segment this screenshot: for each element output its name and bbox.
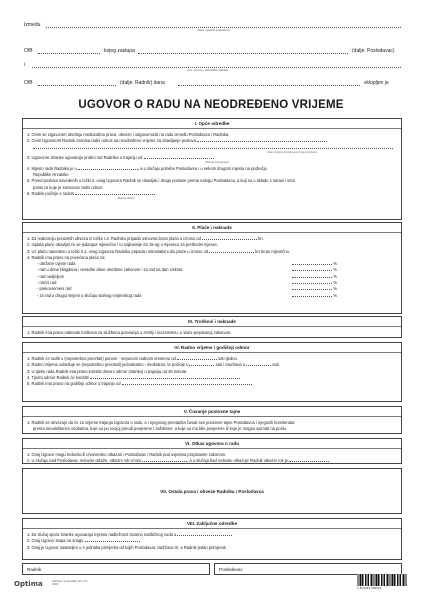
section-head: II. Plaće i naknade [23, 223, 401, 233]
field-caption: (Navesti broj mjeseci) [205, 161, 230, 165]
end-time-field[interactable] [246, 363, 271, 366]
party-row-oib1 [12, 46, 410, 60]
percent-field[interactable] [292, 294, 332, 297]
percent-field[interactable] [292, 287, 332, 290]
section-general [22, 118, 402, 220]
probation-field[interactable] [144, 156, 214, 159]
oib2-label: OIB [24, 80, 33, 86]
annual-leave-field[interactable] [122, 382, 252, 385]
field-caption: (Naziv poslova ili kratki opis ili popis poslova) [267, 150, 317, 154]
represented-by-label: kojeg zastupa [104, 48, 135, 54]
percent-field[interactable] [292, 281, 332, 284]
party-row-between [12, 20, 410, 34]
percent-field[interactable] [292, 268, 332, 271]
section-termination [22, 438, 402, 464]
weekly-hours-field[interactable] [177, 357, 217, 360]
percent-field[interactable] [292, 262, 332, 265]
party-row-employee [12, 60, 410, 74]
employer-signature-label: Poslodavac [219, 567, 243, 572]
currency-label: kn bruto mjesečno. [255, 248, 291, 254]
allowance-item: - rad u dane blagdana i neradne dane utvrđene zakonom i za rad na dan Uskrsa [37, 267, 183, 273]
clause-text: 2. Radno vrijeme određuje se (nepotrebno precrtati) jednokratno - dvokratno, te počinje u [27, 362, 189, 368]
start-date-field[interactable] [75, 192, 155, 195]
clause-text: , a u slučaju potrebe Poslodavca i u nekom drugom mjestu na području [137, 165, 267, 171]
section-head: VIII. Zaključne odredbe [23, 519, 401, 529]
oib1-label: OIB [24, 48, 33, 54]
employee-caption: (Ime i prezime, prebivalište radnika) [187, 69, 229, 72]
clause-text: 3. Ugovorne stranke ugovaraju probni rad Radnika u trajanju od [27, 155, 143, 161]
clause-text: 5. Pored poslova navedenih u točki 2. ovog Ugovora Radnik se obavljati i druge poslove prema nalogu Poslodavca, a koji su u skladu s naravi i vrsti [27, 178, 295, 184]
section-head: IV. Radno vrijeme i godišnji odmor [23, 343, 401, 353]
and-label: i [24, 62, 26, 68]
section-confidentiality [22, 406, 402, 434]
section-other-rights [22, 468, 402, 514]
clause-text: sati. [272, 362, 280, 368]
clause-text: prema neovlaštenim osobama, koje su po svojoj prirodi povjerene i zaštićene, a koje su mu bile povjerene ili koje je mogao saznati na poslu. [33, 426, 287, 432]
clause-text: 2. U slučaju kad Poslodavac redovito otkaže, otkazni rok iznosi [27, 458, 142, 464]
percent-sign: % [333, 292, 337, 298]
clause-text: sati tjedno. [218, 355, 238, 361]
clause-text: 1. Ovaj Ugovor mogu redovito ili izvanredno otkazati i Poslodavac i Radnik pod uvjetima propisanim zakonom. [27, 451, 227, 457]
allowance-item: - noćni rad [37, 280, 57, 285]
workplace-field[interactable] [78, 167, 138, 170]
clause-text: 1. Radnik će raditi u (nepotrebno precrtati) punom - nepunom radnom vremenu od [27, 355, 176, 361]
employee-name-field[interactable] [32, 67, 401, 68]
percent-sign: % [333, 273, 337, 279]
percent-sign: % [333, 267, 337, 273]
section-salary [22, 222, 402, 314]
form-code: Obrazac za narudžbu: EC-V.4 / INCR [52, 580, 88, 587]
clause-text: 1. Ovim se Ugovorom utvrđuju međusobna prava, obveze i odgovornosti na radu između Poslodavca i Radnika. [27, 131, 230, 137]
job-description-field[interactable] [33, 146, 393, 149]
clause-text: 3. Uz plaću navedenu u točki II.1. ovog Ugovora Radniku pripada i stimulativni dio plaće u iznosu od [27, 248, 209, 254]
job-title-field[interactable] [197, 139, 327, 142]
allowance-item: - rad nedjeljom [37, 273, 65, 279]
clause-text: 1. Za slučaj spora stranke ugovaraju mjesnu nadležnost stvarno nadležnog suda u [27, 531, 177, 537]
effective-date-field[interactable] [85, 539, 140, 542]
clause-text: 1. Radnik ima pravo naknade troškova za službena putovanja u zemlji i inozemstvu, u visini propisanoj zakonom. [27, 329, 232, 335]
percent-sign: % [333, 280, 337, 285]
percent-field[interactable] [292, 275, 332, 278]
section-expenses [22, 316, 402, 338]
oib1-field[interactable] [38, 53, 100, 54]
start-time-field[interactable] [189, 363, 214, 366]
contract-date-field[interactable] [178, 85, 360, 86]
weekly-rest-field[interactable] [90, 376, 240, 379]
employer-short-label: (dalje: Poslodavac) [352, 48, 395, 54]
clause-text: 1. Radnik se obvezuje da će za vrijeme trajanja Ugovora o radu, a i njegovog prestanka čuvati sve poslovne tajne Poslodavca i njegovih komitenata [27, 419, 295, 425]
clause-text: 2. Ovaj Ugovor stupa na snagu [27, 538, 84, 544]
allowance-item: - prekovremeni rad [37, 286, 72, 292]
clause-text: 5. Radnik ima pravo na godišnji odmor u trajanju od [27, 381, 121, 387]
percent-sign: % [333, 286, 337, 292]
section-head: I. Opće odredbe [23, 119, 401, 129]
currency-label: kn. [258, 235, 264, 241]
court-field[interactable] [177, 533, 232, 536]
clause-text: , a u slučaju kad redovito otkazuje Radnik otkazni rok je [187, 458, 288, 464]
clause-text: 6. Radnik počinje s radom [27, 190, 75, 196]
clause-text: sati i završava u [215, 362, 245, 368]
clause-text: 1. Za realizaciju preuzetih obveza iz točke I.2. Radniku pripada osnovna bruto plaća u iznosu od [27, 235, 201, 241]
concluded-label: sklopljen je [364, 80, 389, 86]
employee-short-label: (dalje: Radnik) dana [120, 80, 165, 86]
party-row-oib2 [12, 78, 410, 92]
barcode-icon [357, 574, 407, 586]
oib2-field[interactable] [38, 85, 116, 86]
base-salary-field[interactable] [202, 237, 257, 240]
section-final [22, 518, 402, 560]
clause-text: 4. Mjesto rada Radnika je u [27, 165, 77, 171]
employee-signature-box[interactable] [22, 563, 210, 575]
clause-text: 3. Ovaj je Ugovor sastavljen u 4 jednaka primjerka od kojih Poslodavac zadržava tri, a Radnik jedan primjerak. [27, 544, 227, 550]
contract-title: UGOVOR O RADU NA NEODREĐENO VRIJEME [78, 99, 344, 111]
contract-page [12, 8, 410, 592]
employee-notice-field[interactable] [289, 459, 329, 462]
clause-text: 2. Ovim Ugovorom Radnik zasniva radni odnos na neodređeno vrijeme za obavljanje poslova [27, 138, 196, 144]
clause-text: 3. U tijeku rada Radnik ima pravo koristiti dnevni odmor (stanku) u trajanju od 30 minuta. [27, 368, 188, 374]
clause-text: Republike Hrvatske. [33, 172, 70, 178]
employer-name-field[interactable] [46, 27, 401, 28]
allowance-item: - otežane uvjete rada [37, 261, 76, 267]
between-label: Između [24, 22, 41, 28]
section-head: III. Troškovi i naknade [23, 317, 401, 327]
field-caption: (Navesti datum) [117, 197, 135, 201]
representative-field[interactable] [138, 53, 348, 54]
clause-text: 4. Tjedni odmor Radnik će koristiti [27, 374, 89, 380]
clause-text: 2. Isplata plaće obavljat će se jedanput mjesečno i to najkasnije do 15-og u mjesecu za prethodni mjesec. [27, 242, 219, 248]
bonus-field[interactable] [209, 250, 254, 253]
brand-logo: Optima [14, 580, 43, 588]
employer-notice-field[interactable] [142, 459, 187, 462]
section-head: VI. Otkaz ugovora o radu [23, 439, 401, 449]
clause-text: posla za koje je zasnovan radni odnos. [33, 184, 104, 190]
section-head: VII. Ostala prava i obveze Radnika i Poslodavca [160, 489, 264, 494]
percent-sign: % [333, 261, 337, 267]
employee-signature-label: Radnik [27, 567, 42, 572]
employer-caption: (Naziv i sjedište poslodavca) [197, 29, 230, 32]
section-head: V. Čuvanje poslovne tajne [23, 407, 401, 417]
section-working-time [22, 342, 402, 402]
allowance-item: - za rad u drugoj smjeni u slučaju stalnog smjenskog rada [37, 292, 142, 298]
clause-text: 4. Radnik ima pravo na povećanu plaću za: [27, 254, 106, 260]
barcode-number: 3 850289 090516 [357, 587, 382, 590]
